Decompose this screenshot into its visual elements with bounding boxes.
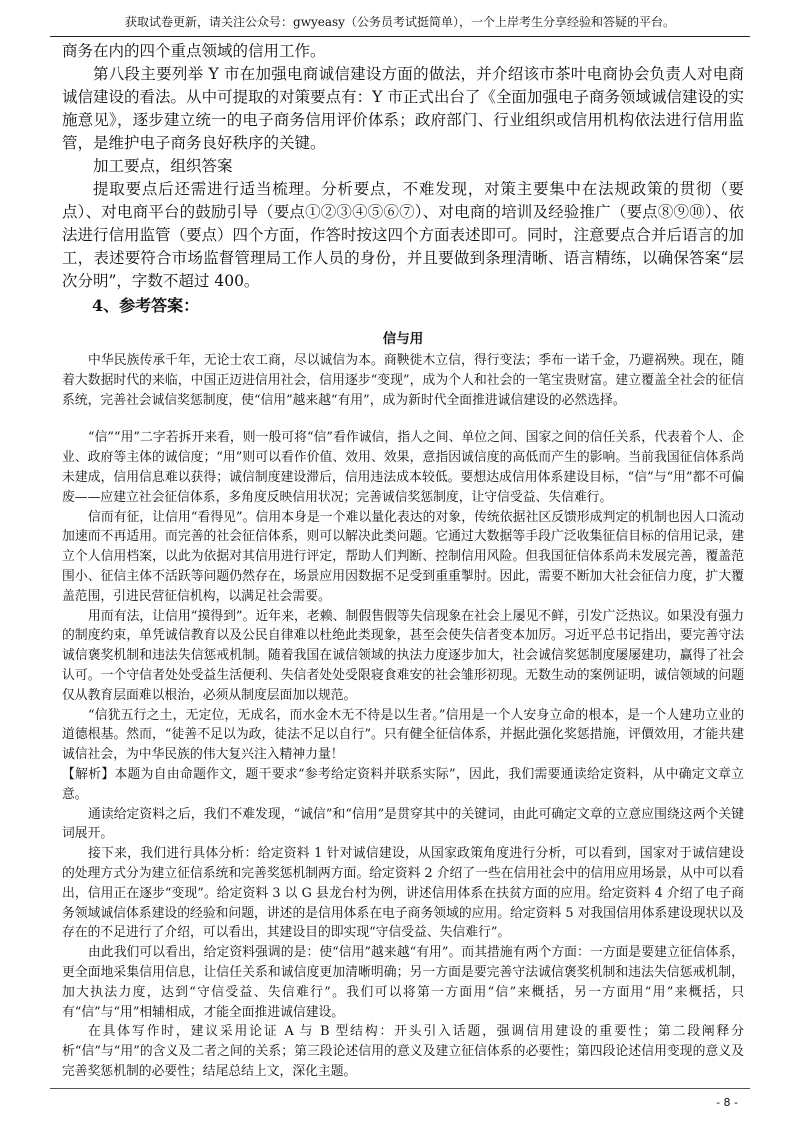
paragraph: “信”“用”二字若拆开来看，则一般可将“信”看作诚信，指人之间、单位之间、国家之间的信任关系，代表着个人、企业、政府等主体的诚信度；“用”则可以看作价值、效用、效果，意指因诚信度的高低而产生的影响。当前我国征信体系尚未建成，信用信息难以获得；诚信制度建设滞后，信用违法成本较低。要想达成信用体系建设目标，“信”与“用”都不可偏废——应建立社会征信体系，多角度反映信用状况；完善诚信奖惩制度，让守信受益、失信难行。 bbox=[62, 430, 744, 505]
paragraph: 信而有征，让信用“看得见”。信用本身是一个难以量化表达的对象，传统依据社区反馈形成判定的机制也因人口流动加速而不再适用。而完善的社会征信体系，则可以解决此类问题。它通过大数据等手段广泛收集征信目标的信用记录，建立个人信用档案，以此为依据对其信用进行评定，帮助人们判断、控制信用风险。但我国征信体系尚未发展完善，覆盖范围小、征信主体不活跃等问题仍然存在，场景应用因数据不足受到重重掣肘。因此，需要不断加大社会征信力度，扩大覆盖范围，引进民营征信机构，以满足社会需要。 bbox=[62, 509, 744, 604]
paragraph: 提取要点后还需进行适当梳理。分析要点，不难发现，对策主要集中在法规政策的贯彻（要点）、对电商平台的鼓励引导（要点①②③④⑤⑥⑦）、对电商的培训及经验推广（要点⑧⑨⑩）、依法进行信用监管（要点）四个方面，作答时按这四个方面表述即可。同时，注意要点合并后语言的加工，表述要符合市场监督管理局工作人员的身份，并且要做到条理清晰、语言精练，以确保答案“层次分明”，字数不超过 400。 bbox=[62, 180, 745, 290]
essay-title: 信与用 bbox=[382, 331, 424, 347]
page-number: - 8 - bbox=[716, 1096, 738, 1109]
footer-divider bbox=[50, 1088, 750, 1089]
paragraph: 在具体写作时，建议采用论证 A 与 B 型结构：开头引入话题，强调信用建设的重要性；第二段阐释分析“信”与“用”的含义及二者之间的关系；第三段论述信用的意义及建立征信体系的必要性；第四段论述信用变现的意义及完善奖惩机制的必要性；结尾总结上文，深化主题。 bbox=[62, 1024, 744, 1079]
paragraph: 用而有法，让信用“摸得到”。近年来，老赖、制假售假等失信现象在社会上屡见不鲜，引发广泛热议。如果没有强力的制度约束，单凭诚信教育以及公民自律难以杜绝此类现象，甚至会使失信者变本加厉。习近平总书记指出，要完善守法诚信褒奖机制和违法失信惩戒机制。随着我国在诚信领域的执法力度逐步加大，社会诚信奖惩制度屡屡建功，赢得了社会认可。一个守信者处处受益生活便利、失信者处处受限寝食难安的社会雏形初现。无数生动的案例证明，诚信领域的问题仅从教育层面难以根治，必须从制度层面加以规范。 bbox=[62, 608, 744, 703]
analysis-section bbox=[62, 40, 744, 317]
header-text: 获取试卷更新，请关注公众号：gwyeasy（公务员考试挺简单），一个上岸考生分享经验和答疑的平台。 bbox=[125, 15, 675, 29]
paragraph: “信犹五行之土，无定位，无成名，而水金木无不待是以生者。”信用是一个人安身立命的根本，是一个人建功立业的道德根基。然而，“徒善不足以为政，徒法不足以自行”。只有健全征信体系，并据此强化奖惩措施，评價效用，才能共建诚信社会，为中华民族的伟大复兴注入精神力量！ bbox=[62, 707, 744, 763]
paragraph: 商务在内的四个重点领域的信用工作。 bbox=[62, 42, 326, 60]
paragraph: 由此我们可以看出，给定资料强调的是：使“信用”越来越“有用”。而其措施有两个方面：一方面是要建立征信体系，更全面地采集信用信息，让信任关系和诚信度更加清晰明确；另一方面是要完善守法诚信褒奖机制和违法失信惩戒机制，加大执法力度，达到“守信受益、失信难行”。我们可以将第一方面用“信”来概括，另一方面用“用”来概括，只有“信”与“用”相辅相成，才能全面推进诚信建设。 bbox=[62, 945, 744, 1020]
paragraph: 接下来，我们进行具体分析：给定资料 1 针对诚信建设，从国家政策角度进行分析，可以看到，国家对于诚信建设的处理方式分为建立征信系统和完善奖惩机制两方面。给定资料 2 介绍了一些在信用社会中的信用应用场景，从中可以看出，信用正在逐步“变现”。给定资料 3 以 G 县龙台村为例，讲述信用体系在扶贫方面的应用。给定资料 4 介绍了电子商务领域诚信体系建设的经验和问题，讲述的是信用体系在电子商务领域的应用。给定资料 5 对我国信用体系建设现状以及存在的不足进行了介绍，可以看出，其建设目的即实现“守信受益、失信难行”。 bbox=[62, 846, 744, 941]
essay-body bbox=[62, 351, 744, 1082]
paragraph: 加工要点，组织答案 bbox=[93, 157, 233, 175]
paragraph: 通读给定资料之后，我们不难发现，“诚信”和“信用”是贯穿其中的关键词，由此可确定文章的立意应围绕这两个关键词展开。 bbox=[62, 806, 744, 842]
page-header bbox=[50, 8, 750, 37]
paragraph: 第八段主要列举 Y 市在加强电商诚信建设方面的做法，并介绍该市茶叶电商协会负责人对电商诚信建设的看法。从中可提取的对策要点有：Y 市正式出台了《全面加强电子商务领域诚信建设的实施意见》，逐步建立统一的电子商务信用评价体系；政府部门、行业组织或信用机构依法进行信用监管，是维护电子商务良好秩序的关键。 bbox=[62, 65, 744, 152]
section-heading: 4、参考答案： bbox=[92, 296, 200, 315]
paragraph: 【解析】本题为自由命题作文，题干要求“参考给定资料并联系实际”，因此，我们需要通读给定资料，从中确定文章立意。 bbox=[62, 766, 744, 802]
page-content bbox=[62, 40, 744, 1082]
paragraph: 中华民族传承千年，无论士农工商，尽以诚信为本。商鞅徙木立信，得行变法；季布一诺千金，乃避祸殃。现在，随着大数据时代的来临，中国正迈进信用社会，信用逐步“变现”，成为个人和社会的一笔宝贵财富。建立覆盖全社会的征信系统，完善社会诚信奖惩制度，使“信用”越来越“有用”，成为新时代全面推进诚信建设的必然选择。 bbox=[62, 353, 744, 408]
